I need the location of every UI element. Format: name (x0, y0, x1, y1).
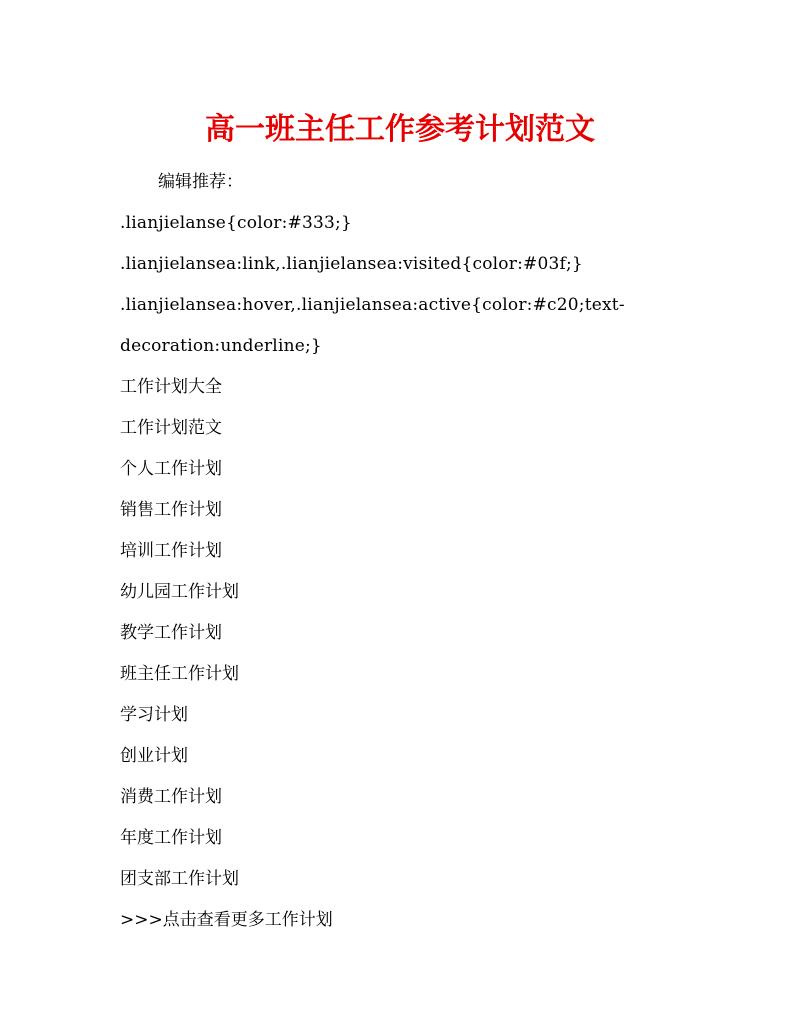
document-title: 高一班主任工作参考计划范文 (205, 112, 595, 147)
intro-label: 编辑推荐： (158, 172, 243, 192)
link-training-work-plan[interactable]: 培训工作计划 (120, 541, 222, 561)
link-work-plan-all[interactable]: 工作计划大全 (120, 377, 222, 397)
link-league-branch-work-plan[interactable]: 团支部工作计划 (120, 869, 239, 889)
link-teaching-work-plan[interactable]: 教学工作计划 (120, 623, 222, 643)
link-consumer-work-plan[interactable]: 消费工作计划 (120, 787, 222, 807)
link-sales-work-plan[interactable]: 销售工作计划 (120, 500, 222, 520)
css-line: .lianjielanse{color:#333;} (120, 213, 352, 233)
link-kindergarten-work-plan[interactable]: 幼儿园工作计划 (120, 582, 239, 602)
link-class-teacher-work-plan[interactable]: 班主任工作计划 (120, 664, 239, 684)
link-business-plan[interactable]: 创业计划 (120, 746, 188, 766)
link-personal-work-plan[interactable]: 个人工作计划 (120, 459, 222, 479)
css-line: decoration:underline;} (120, 336, 322, 356)
link-study-plan[interactable]: 学习计划 (120, 705, 188, 725)
link-annual-work-plan[interactable]: 年度工作计划 (120, 828, 222, 848)
css-line: .lianjielansea:link,.lianjielansea:visited{color:#03f;} (120, 254, 583, 274)
document-body (120, 162, 680, 941)
more-work-plans-link[interactable]: >>>点击查看更多工作计划 (120, 910, 333, 930)
css-line: .lianjielansea:hover,.lianjielansea:active{color:#c20;text- (120, 295, 625, 315)
link-work-plan-samples[interactable]: 工作计划范文 (120, 418, 222, 438)
